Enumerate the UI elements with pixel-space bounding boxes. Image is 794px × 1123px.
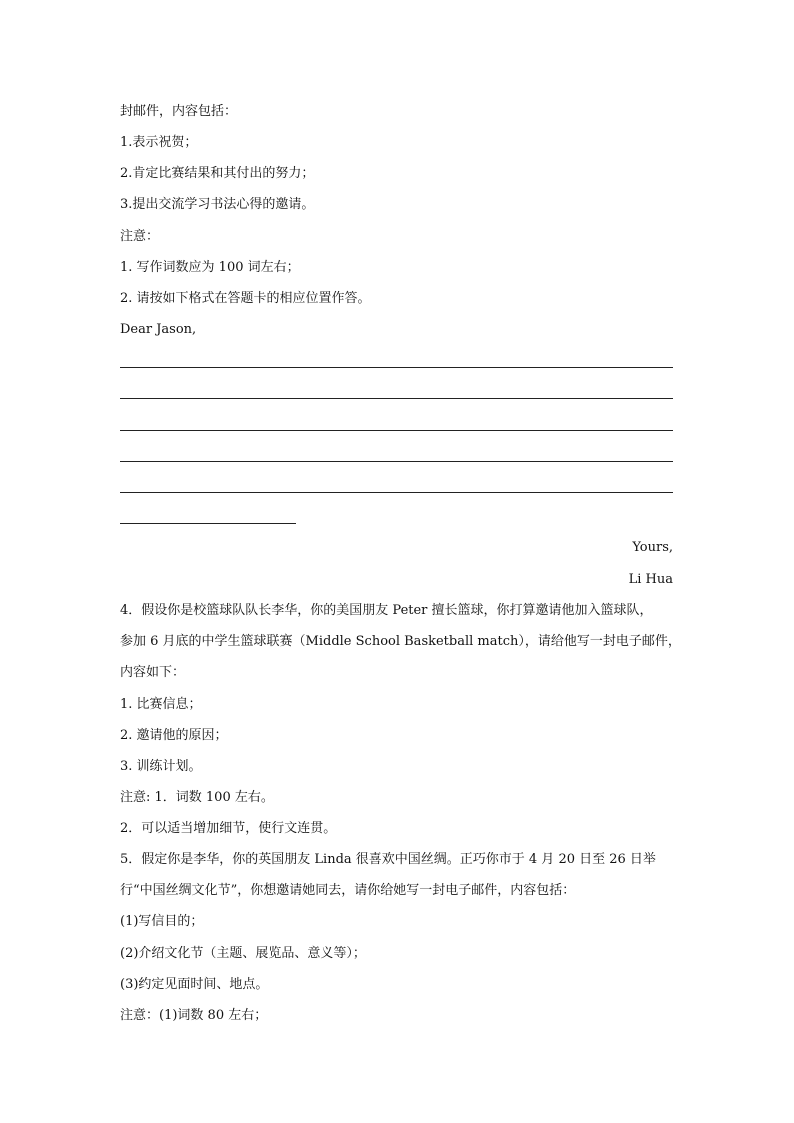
- q4-item-1: 1. 比赛信息；: [120, 697, 202, 712]
- q3-item-2: 2.肯定比赛结果和其付出的努力；: [120, 166, 315, 181]
- q4-prompt-line-3: 内容如下：: [120, 665, 186, 680]
- answer-line: [120, 492, 673, 493]
- q3-intro-tail: 封邮件，内容包括：: [120, 104, 238, 119]
- letter-signature: Li Hua: [628, 572, 673, 587]
- q5-note-1: 注意：(1)词数 80 左右；: [120, 1008, 268, 1023]
- q4-note-2: 2．可以适当增加细节，使行文连贯。: [120, 821, 337, 836]
- answer-line: [120, 398, 673, 399]
- q4-note-1: 注意: 1．词数 100 左右。: [120, 790, 274, 805]
- letter-salutation: Dear Jason,: [120, 322, 197, 337]
- q3-item-3: 3.提出交流学习书法心得的邀请。: [120, 197, 315, 212]
- q4-prompt-line-1: 4．假设你是校篮球队队长李华，你的美国朋友 Peter 擅长篮球，你打算邀请他加入篮球队，: [120, 603, 653, 618]
- answer-line-short: [120, 523, 296, 524]
- q5-item-2: (2)介绍文化节（主题、展览品、意义等）；: [120, 946, 366, 961]
- answer-line: [120, 461, 673, 462]
- answer-line: [120, 367, 673, 368]
- answer-line: [120, 430, 673, 431]
- q4-item-2: 2. 邀请他的原因；: [120, 728, 228, 743]
- document-page: [120, 0, 681, 1123]
- q5-prompt-line-1: 5．假定你是李华，你的英国朋友 Linda 很喜欢中国丝绸。正巧你市于 4 月 20 日至 26 日举: [120, 852, 656, 867]
- q3-note-2: 2. 请按如下格式在答题卡的相应位置作答。: [120, 291, 371, 306]
- q4-item-3: 3. 训练计划。: [120, 759, 202, 774]
- q3-item-1: 1.表示祝贺；: [120, 135, 198, 150]
- q5-prompt-line-2: 行“中国丝绸文化节”，你想邀请她同去，请你给她写一封电子邮件，内容包括：: [120, 883, 576, 898]
- q5-item-1: (1)写信目的；: [120, 914, 204, 929]
- q3-note-label: 注意：: [120, 229, 160, 244]
- q4-prompt-line-2: 参加 6 月底的中学生篮球联赛（Middle School Basketball match），请给他写一封电子邮件，: [120, 634, 681, 649]
- q5-item-3: (3)约定见面时间、地点。: [120, 977, 269, 992]
- letter-closing: Yours,: [632, 540, 673, 555]
- q3-note-1: 1. 写作词数应为 100 词左右；: [120, 260, 300, 275]
